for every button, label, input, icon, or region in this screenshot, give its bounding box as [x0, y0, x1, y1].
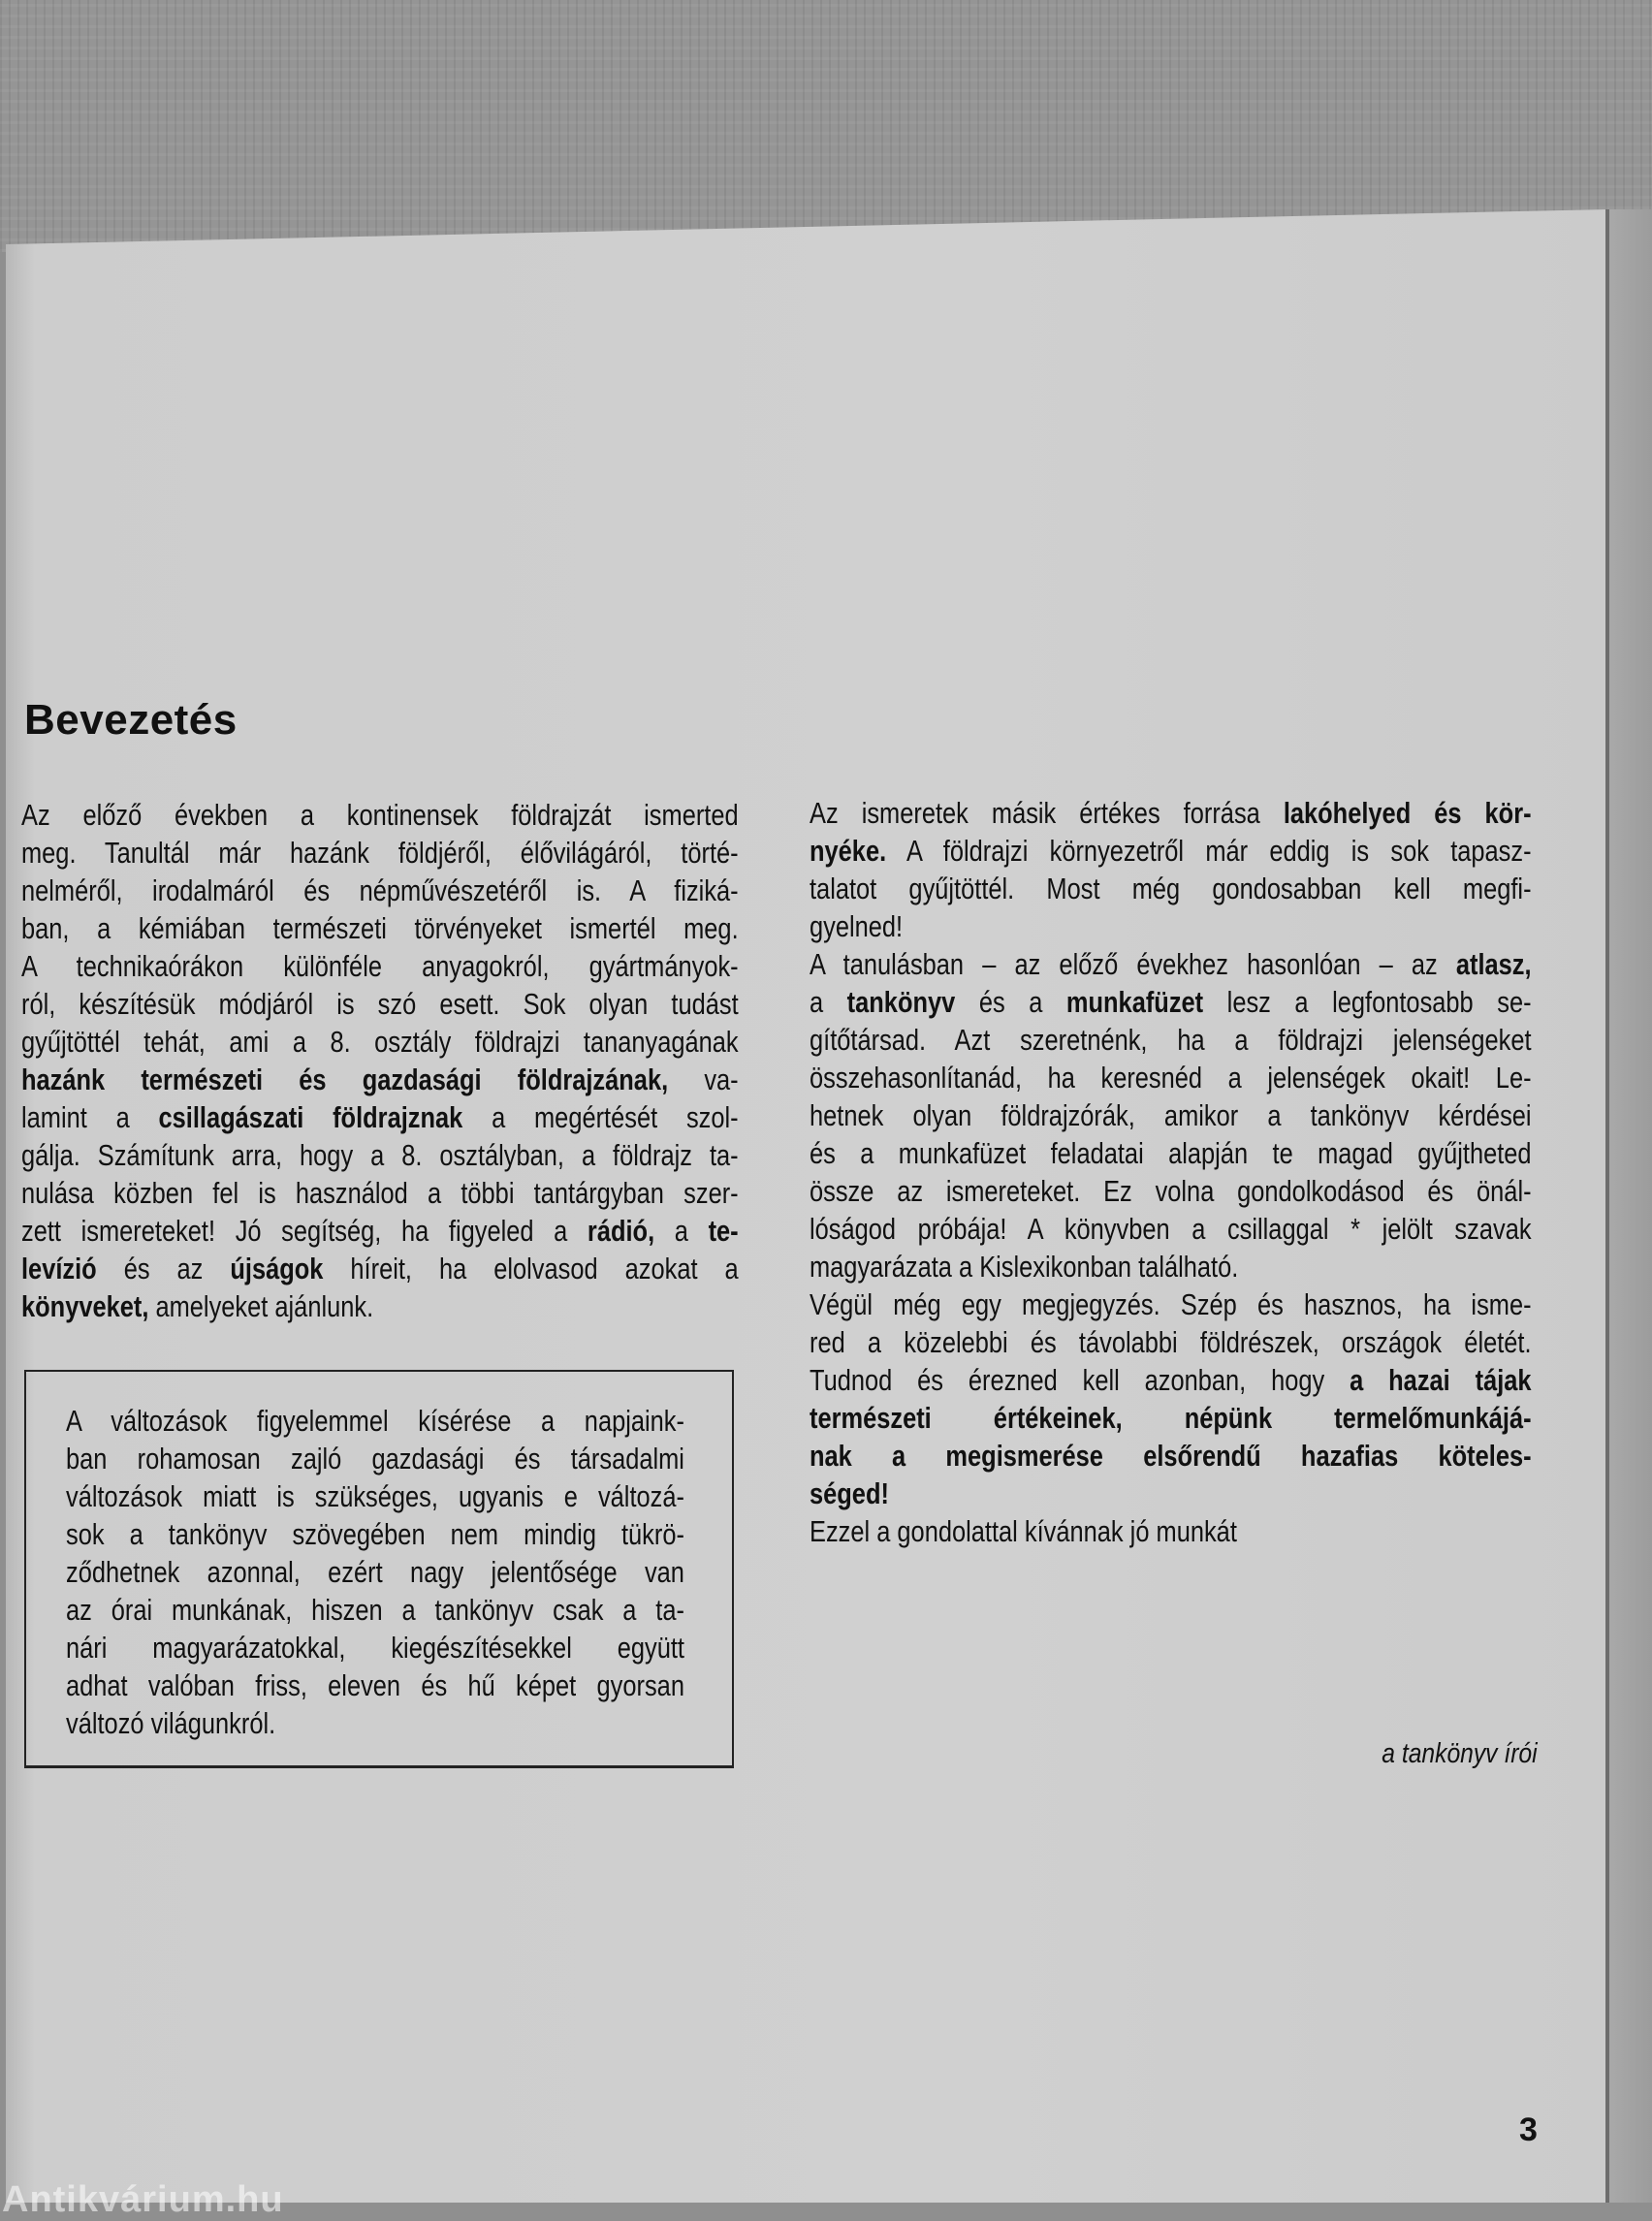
- text-segment: A technikaórákon különféle anyagokról, gyártmányok-: [21, 949, 739, 983]
- text-line: [21, 985, 739, 1023]
- text-segment: lamint a: [21, 1100, 159, 1134]
- text-line: [810, 945, 1532, 983]
- text-segment: össze az ismereteket. Ez volna gondolkodásod és önál-: [810, 1174, 1532, 1208]
- text-segment: Az előző években a kontinensek földrajzát ismerted: [21, 798, 739, 832]
- text-segment: nulása közben fel is használod a többi tantárgyban szer-: [21, 1176, 739, 1210]
- right-column-text: [810, 794, 1652, 1550]
- text-segment: sok a tankönyv szövegében nem mindig tükrö-: [66, 1517, 684, 1551]
- text-segment: Az ismeretek másik értékes forrása: [810, 796, 1284, 830]
- text-line: [21, 1287, 739, 1325]
- text-segment: a megértését szol-: [462, 1100, 739, 1134]
- text-segment: red a közelebbi és távolabbi földrészek, országok életét.: [810, 1325, 1532, 1359]
- bold-text: levízió: [21, 1252, 97, 1285]
- text-segment: gyűjtöttél tehát, ami a 8. osztály földrajzi tananyagának: [21, 1025, 739, 1059]
- text-segment: és a: [955, 985, 1066, 1019]
- text-segment: az órai munkának, hiszen a tankönyv csak a ta-: [66, 1593, 684, 1627]
- bold-text: lakóhelyed és kör-: [1283, 796, 1532, 830]
- text-segment: a: [810, 985, 847, 1019]
- text-line: [810, 1285, 1532, 1323]
- text-segment: adhat valóban friss, eleven és hű képet gyorsan: [66, 1668, 684, 1702]
- page-title: Bevezetés: [24, 696, 238, 744]
- text-line: [810, 1210, 1532, 1248]
- text-line: [810, 870, 1532, 907]
- text-segment: talatot gyűjtöttél. Most még gondosabban kell megfi-: [810, 872, 1532, 905]
- bold-text: csillagászati földrajznak: [158, 1100, 463, 1134]
- text-line: [21, 1023, 739, 1061]
- text-segment: összehasonlítanád, ha keresnéd a jelenségek okait! Le-: [810, 1061, 1532, 1095]
- text-segment: lesz a legfontosabb se-: [1203, 985, 1532, 1019]
- text-line: [810, 1437, 1532, 1475]
- text-line: [810, 1323, 1532, 1361]
- text-line: [21, 1098, 739, 1136]
- text-line: [810, 983, 1532, 1021]
- text-line: [810, 1172, 1532, 1210]
- text-segment: ban rohamosan zajló gazdasági és társadalmi: [66, 1442, 684, 1475]
- text-segment: nári magyarázatokkal, kiegészítésekkel együtt: [66, 1631, 684, 1665]
- bold-text: nak a megismerése elsőrendű hazafias köteles-: [810, 1439, 1532, 1473]
- text-segment: ződhetnek azonnal, ezért nagy jelentősége van: [66, 1555, 684, 1589]
- text-line: [21, 872, 739, 909]
- text-segment: ban, a kémiában természeti törvényeket ismertél meg.: [21, 911, 739, 945]
- text-line: [810, 1248, 1532, 1285]
- text-segment: hetnek olyan földrajzórák, amikor a tankönyv kérdései: [810, 1098, 1532, 1132]
- text-line: [66, 1704, 684, 1742]
- left-column-text: [21, 796, 896, 1325]
- text-line: [66, 1591, 684, 1629]
- text-line: [810, 1059, 1532, 1096]
- text-segment: ról, készítésük módjáról is szó esett. Sok olyan tudást: [21, 987, 739, 1021]
- text-line: [21, 834, 739, 872]
- text-segment: meg. Tanultál már hazánk földjéről, élővilágáról, törté-: [21, 836, 739, 870]
- text-segment: Végül még egy megjegyzés. Szép és hasznos, ha isme-: [810, 1287, 1532, 1321]
- text-line: [810, 1134, 1532, 1172]
- text-segment: híreit, ha elolvasod azokat a: [323, 1252, 739, 1285]
- text-segment: a: [654, 1214, 709, 1248]
- text-line: [21, 1174, 739, 1212]
- text-segment: Ezzel a gondolattal kívánnak jó munkát: [810, 1514, 1237, 1548]
- text-line: [810, 1399, 1532, 1437]
- text-line: [66, 1515, 684, 1553]
- watermark: Antikvárium.hu: [2, 2179, 284, 2220]
- bold-text: hazánk természeti és gazdasági földrajzának,: [21, 1063, 669, 1096]
- bold-text: újságok: [230, 1252, 324, 1285]
- text-segment: A változások figyelemmel kísérése a napjaink-: [66, 1404, 684, 1438]
- text-segment: va-: [668, 1063, 739, 1096]
- bold-text: könyveket,: [21, 1289, 149, 1323]
- text-line: [21, 1061, 739, 1098]
- text-segment: és a munkafüzet feladatai alapján te magad gyűjtheted: [810, 1136, 1532, 1170]
- notice-box-text: [66, 1402, 820, 1742]
- bold-text: tankönyv: [846, 985, 956, 1019]
- text-line: [66, 1440, 684, 1477]
- text-line: [21, 1212, 739, 1250]
- page-number: 3: [1519, 2111, 1538, 2148]
- bold-text: séged!: [810, 1476, 889, 1510]
- text-line: [810, 1512, 1532, 1550]
- text-line: [21, 796, 739, 834]
- text-line: [21, 1136, 739, 1174]
- text-line: [21, 909, 739, 947]
- text-segment: változások miatt is szükséges, ugyanis e változá-: [66, 1479, 684, 1513]
- text-segment: gyelned!: [810, 909, 904, 943]
- text-line: [810, 907, 1532, 945]
- text-segment: Tudnod és érezned kell azonban, hogy: [810, 1363, 1350, 1397]
- text-segment: A tanulásban – az előző évekhez hasonlóan – az: [810, 947, 1456, 981]
- text-line: [810, 1021, 1532, 1059]
- text-line: [21, 947, 739, 985]
- text-segment: magyarázata a Kislexikonban található.: [810, 1250, 1239, 1284]
- bold-text: te-: [708, 1214, 739, 1248]
- bold-text: a hazai tájak: [1350, 1363, 1532, 1397]
- text-line: [66, 1666, 684, 1704]
- text-segment: lóságod próbája! A könyvben a csillaggal * jelölt szavak: [810, 1212, 1532, 1246]
- text-line: [810, 1475, 1532, 1512]
- text-segment: nelméről, irodalmáról és népművészetéről is. A fiziká-: [21, 873, 739, 907]
- text-line: [66, 1629, 684, 1666]
- text-line: [66, 1477, 684, 1515]
- text-line: [810, 832, 1532, 870]
- signature: a tankönyv írói: [1382, 1738, 1538, 1769]
- bold-text: rádió,: [587, 1214, 655, 1248]
- text-segment: gálja. Számítunk arra, hogy a 8. osztályban, a földrajz ta-: [21, 1138, 739, 1172]
- text-line: [66, 1553, 684, 1591]
- bold-text: munkafüzet: [1065, 985, 1204, 1019]
- text-line: [21, 1250, 739, 1287]
- bold-text: természeti értékeinek, népünk termelőmunkájá-: [810, 1401, 1532, 1435]
- text-segment: amelyeket ajánlunk.: [148, 1289, 374, 1323]
- text-line: [810, 1096, 1532, 1134]
- text-line: [66, 1402, 684, 1440]
- text-line: [810, 794, 1532, 832]
- bold-text: atlasz,: [1455, 947, 1532, 981]
- text-segment: változó világunkról.: [66, 1706, 276, 1740]
- text-segment: gítőtársad. Azt szeretnénk, ha a földrajzi jelenségeket: [810, 1023, 1532, 1057]
- text-segment: zett ismereteket! Jó segítség, ha figyeled a: [21, 1214, 588, 1248]
- bold-text: nyéke.: [810, 834, 887, 868]
- text-line: [810, 1361, 1532, 1399]
- text-segment: és az: [96, 1252, 231, 1285]
- text-segment: A földrajzi környezetről már eddig is sok tapasz-: [886, 834, 1532, 868]
